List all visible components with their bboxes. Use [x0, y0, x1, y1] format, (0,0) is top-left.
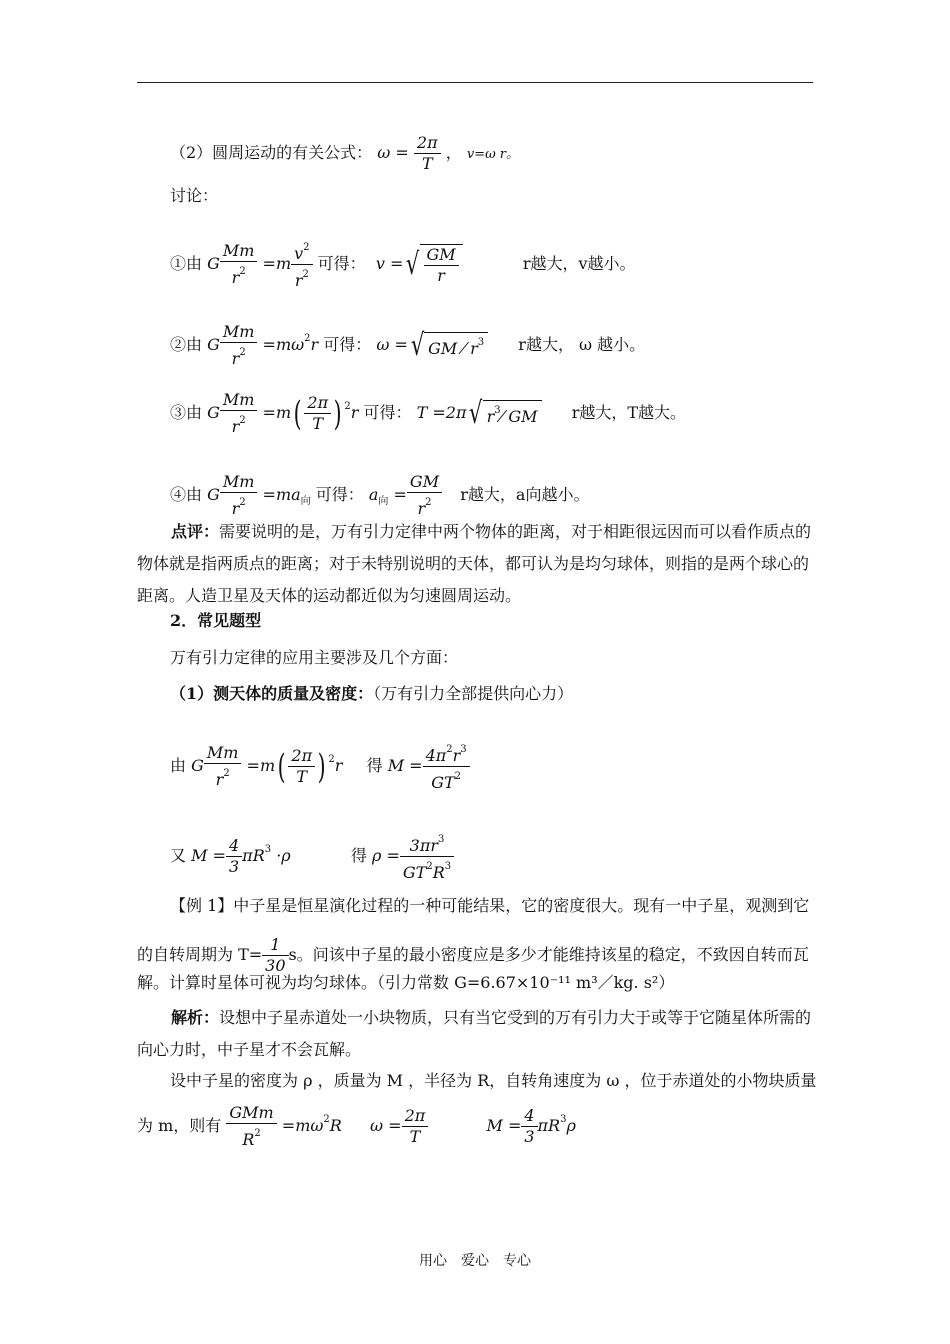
solution-line-1: 设中子星的密度为 ρ ，质量为 M ，半径为 R，自转角速度为 ω ，位于赤道处的小物块质量: [170, 1071, 817, 1090]
solution-line-2: 为 m，则有 $\frac{\text{GMm}}{R^2}$ $=m\omega^2R$ ω = $\frac{2\pi}{T}$ M = $\frac{4}{3}$ $\pi R^3\rho$: [137, 1103, 576, 1149]
example-1-line-2: 的自转周期为 T= $\frac{1}{30}$ s。问该中子星的最小密度应是多少才能维持该星的稳定，不致因自转而瓦: [137, 935, 809, 975]
s2-label: （2）圆周运动的有关公式：: [170, 143, 373, 162]
subsection-1: （1）测天体的质量及密度：（万有引力全部提供向心力）: [170, 684, 574, 703]
d4-note: r越大，a向越小。: [460, 485, 590, 504]
d1-note: r越大，v越小。: [522, 254, 636, 273]
page-footer: 用心 爱心 专心: [419, 1253, 531, 1269]
example-1-line-1: 【例 1】中子星是恒星演化过程的一种可能结果，它的密度很大。现有一中子星，观测到它: [170, 896, 810, 915]
d2-note: r越大， ω 越小。: [518, 335, 646, 354]
d3-note: r越大，T越大。: [571, 403, 687, 422]
comment-paragraph: 点评：需要说明的是，万有引力定律中两个物体的距离，对于相距很远因而可以看作质点的物体就是指两质点的距离；对于未特别说明的天体，都可认为是均匀球体，则指的是两个球心的距离。人造卫星及天体的运动都近似为匀速圆周运动。: [137, 522, 812, 605]
density-formula: 又 M = $\frac{4}{3}$ $\pi R^3 \cdot\rho$ 得 ρ = $\frac{3\pi r^3}{GT^2R^3}$: [170, 830, 454, 883]
discussion-heading: 讨论：: [170, 186, 219, 205]
section-2-heading: 2．常见题型: [170, 611, 262, 630]
solution-paragraph: 解析：设想中子星赤道处一小块物质，只有当它受到的万有引力大于或等于它随星体所需的向心力时，中子星才不会瓦解。: [137, 1008, 812, 1059]
section-2-intro: 万有引力定律的应用主要涉及几个方面：: [170, 648, 459, 667]
header-rule: [137, 82, 813, 83]
discussion-item-2: ②由 G $\frac{Mm}{r^2}$ $=m\omega^2r$ 可得： ω =√ GM ⁄ $r^3$ r越大， ω 越小。: [170, 322, 646, 368]
omega-fraction: $\frac{2\pi}{T}$: [414, 133, 441, 174]
discussion-item-3: ③由 G $\frac{Mm}{r^2}$ =m( $\frac{2\pi}{T}$ ) $^2$r 可得： T =2π√ $r^3⁄$ GM r越大，T越大。: [170, 390, 687, 436]
discussion-item-4: ④由 G $\frac{Mm}{r^2}$ $=ma_向$ 可得： $a_向$ = $\frac{GM}{r^2}$ r越大，a向越小。: [170, 472, 590, 518]
mass-formula: 由 G $\frac{Mm}{r^2}$ =m( $\frac{2\pi}{T}$ ) $^2$r 得 M = $\frac{4\pi^2r^3}{GT^2}$: [170, 740, 470, 793]
example-1-line-3: 解。计算时星体可视为均匀球体。（引力常数 G=6.67×10⁻¹¹ m³／kg. s²）: [137, 973, 675, 992]
v-formula: v=ω r。: [466, 147, 520, 162]
discussion-item-1: ①由 G $\frac{Mm}{r^2}$ =m $\frac{v^2}{r^2}$ 可得： v =√ $\frac{GM}{r}$ r越大，v越小。: [170, 241, 636, 290]
circular-motion-formulas: （2）圆周运动的有关公式： ω = $\frac{2\pi}{T}$ ， v=ω r。: [170, 133, 520, 173]
